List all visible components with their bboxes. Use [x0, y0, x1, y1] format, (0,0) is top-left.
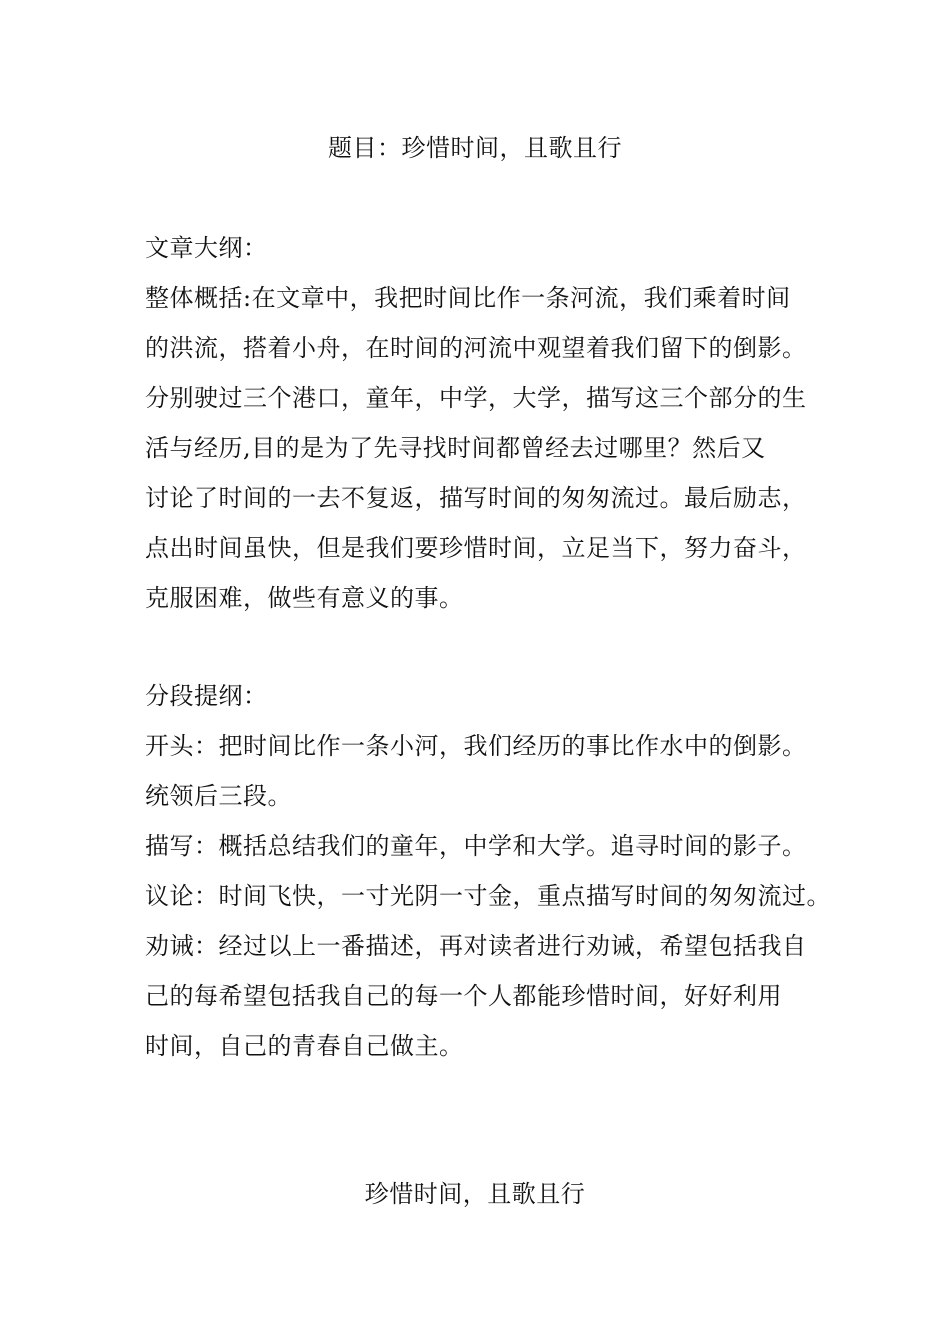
section-line: 时间，自己的青春自己做主。 [145, 1032, 464, 1060]
section-line: 己的每希望包括我自己的每一个人都能珍惜时间，好好利用 [145, 982, 782, 1010]
summary-line: 克服困难，做些有意义的事。 [145, 584, 464, 612]
outline-heading: 文章大纲： [145, 234, 268, 262]
summary-line: 点出时间虽快，但是我们要珍惜时间，立足当下，努力奋斗， [145, 534, 807, 562]
summary-line: 讨论了时间的一去不复返，描写时间的匆匆流过。最后励志， [145, 484, 807, 512]
summary-line: 活与经历,目的是为了先寻找时间都曾经去过哪里？然后又 [145, 434, 766, 462]
summary-line: 分别驶过三个港口，童年，中学，大学，描写这三个部分的生 [145, 384, 807, 412]
section-line: 劝诫：经过以上一番描述，再对读者进行劝诫，希望包括我自 [145, 932, 807, 960]
summary-line: 整体概括:在文章中，我把时间比作一条河流，我们乘着时间 [145, 284, 791, 312]
section-outline-heading: 分段提纲： [145, 682, 268, 710]
section-line: 议论：时间飞快，一寸光阴一寸金，重点描写时间的匆匆流过。 [145, 882, 831, 910]
document-title: 题目：珍惜时间，且歌且行 [328, 134, 622, 162]
summary-line: 的洪流，搭着小舟，在时间的河流中观望着我们留下的倒影。 [145, 334, 807, 362]
section-line: 统领后三段。 [145, 782, 292, 810]
section-line: 描写：概括总结我们的童年，中学和大学。追寻时间的影子。 [145, 832, 807, 860]
section-line: 开头：把时间比作一条小河，我们经历的事比作水中的倒影。 [145, 732, 807, 760]
essay-title: 珍惜时间，且歌且行 [364, 1180, 586, 1208]
